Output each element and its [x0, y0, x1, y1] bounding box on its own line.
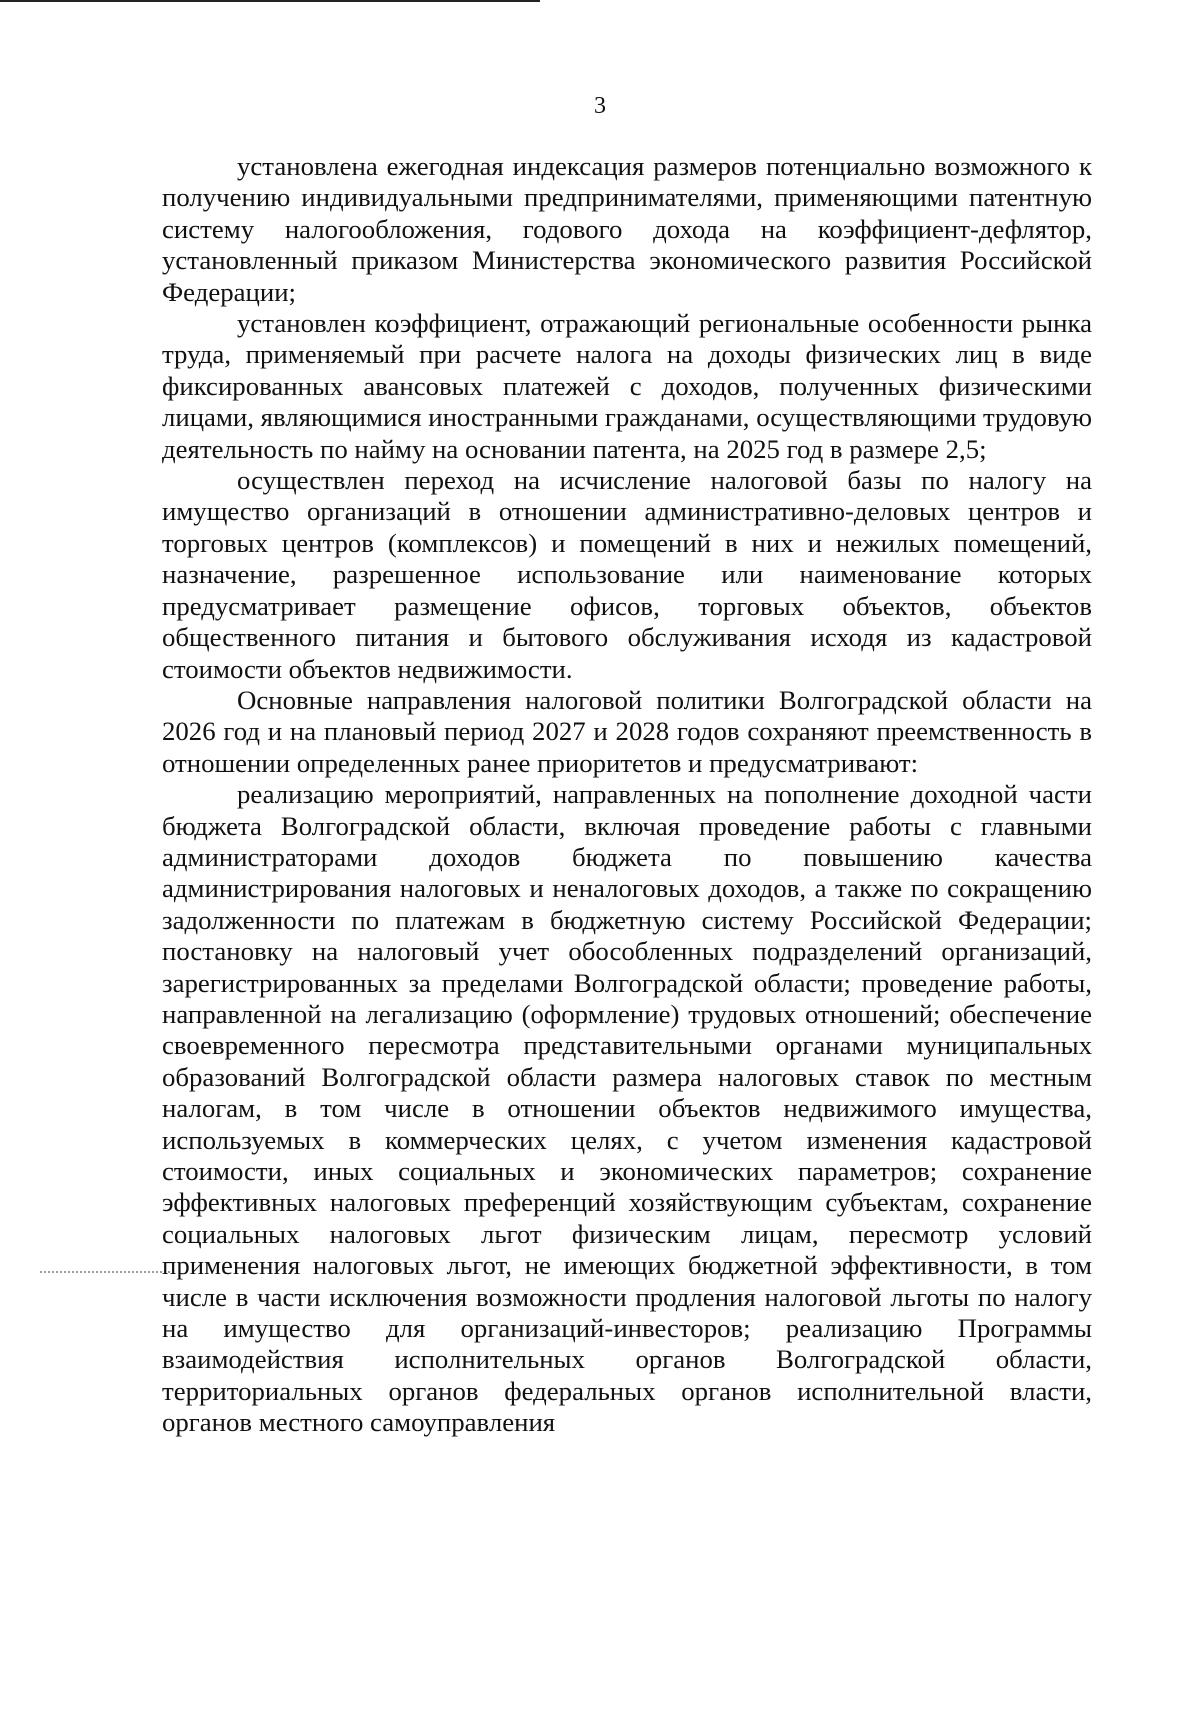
scan-artifact-dots — [40, 1271, 170, 1273]
paragraph-cadastral-transition: осуществлен переход на исчисление налоговой базы по налогу на имущество организаций в отношении административно-деловых центров и торговых центров (комплексов) и помещений в них и нежилых помещений, назначение, разрешенное использование или наименование которых предусматривает размещение офисов, торговых объектов, объектов общественного питания и бытового обслуживания исходя из кадастровой стоимости объектов недвижимости. — [162, 465, 1092, 684]
paragraph-policy-directions: Основные направления налоговой политики Волгоградской области на 2026 год и на плановый период 2027 и 2028 годов сохраняют преемственность в отношении определенных ранее приоритетов и предусматривают: — [162, 684, 1092, 778]
scan-edge-line — [0, 0, 540, 2]
paragraph-indexation: установлена ежегодная индексация размеров потенциально возможного к получению индивидуальными предпринимателями, применяющими патентную систему налогообложения, годового дохода на коэффициент-дефлятор, установленный приказом Министерства экономического развития Российской Федерации; — [162, 151, 1092, 307]
document-body — [162, 151, 1092, 1439]
page-number: 3 — [594, 93, 606, 119]
paragraph-revenue-measures: реализацию мероприятий, направленных на пополнение доходной части бюджета Волгоградской области, включая проведение работы с главными администраторами доходов бюджета по повышению качества администрирования налоговых и неналоговых доходов, а также по сокращению задолженности по платежам в бюджетную систему Российской Федерации; постановку на налоговый учет обособленных подразделений организаций, зарегистрированных за пределами Волгоградской области; проведение работы, направленной на легализацию (оформление) трудовых отношений; обеспечение своевременного пересмотра представительными органами муниципальных образований Волгоградской области размера налоговых ставок по местным налогам, в том числе в отношении объектов недвижимого имущества, используемых в коммерческих целях, с учетом изменения кадастровой стоимости, иных социальных и экономических параметров; сохранение эффективных налоговых преференций хозяйствующим субъектам, сохранение социальных налоговых льгот физическим лицам, пересмотр условий применения налоговых льгот, не имеющих бюджетной эффективности, в том числе в части исключения возможности продления налоговой льготы по налогу на имущество для организаций-инвесторов; реализацию Программы взаимодействия исполнительных органов Волгоградской области, территориальных органов федеральных органов исполнительной власти, органов местного самоуправления — [162, 779, 1092, 1438]
paragraph-labor-coefficient: установлен коэффициент, отражающий региональные особенности рынка труда, применяемый при расчете налога на доходы физических лиц в виде фиксированных авансовых платежей с доходов, полученных физическими лицами, являющимися иностранными гражданами, осуществляющими трудовую деятельность по найму на основании патента, на 2025 год в размере 2,5; — [162, 308, 1092, 464]
